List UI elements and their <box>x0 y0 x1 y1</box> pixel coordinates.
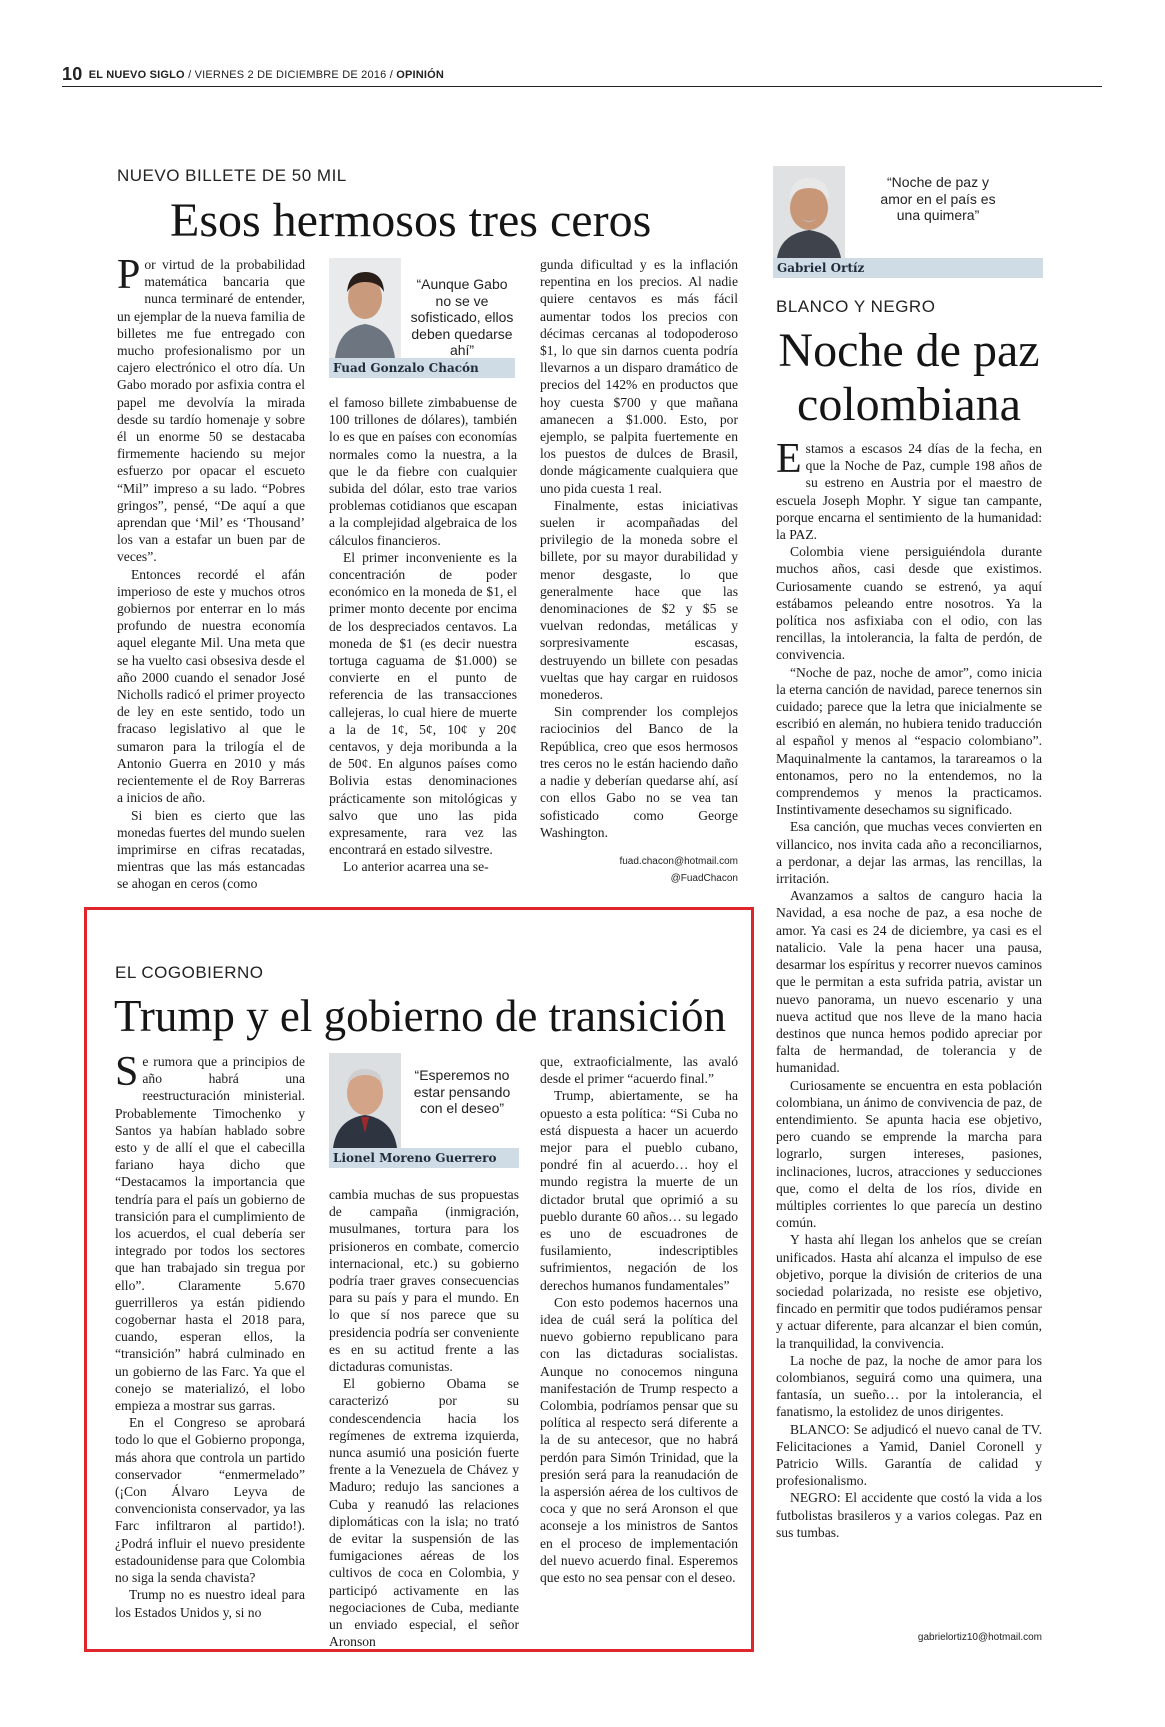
article3-kicker: EL COGOBIERNO <box>115 963 264 982</box>
article3-column-3 <box>540 1053 738 1631</box>
paragraph: Si bien es cierto que las monedas fuertes del mundo suelen imprimirse en cifras recatadas, mientras que las más estancadas se ahogan en ceros (como <box>117 807 305 892</box>
article3-author-box <box>329 1053 519 1171</box>
article2-headline <box>776 324 1042 432</box>
paragraph: Sin comprender los complejos raciocinios del Banco de la República, creo que esos hermosos tres ceros no le están haciendo daño a nadie y deberían quedarse ahí, así con ellos Gabo no se vea tan sofisticado como George Washington. <box>540 704 738 840</box>
article3-headline: Trump y el gobierno de transición <box>114 991 727 1041</box>
article2-author-box <box>773 166 1043 278</box>
paragraph: e rumora que a principios de año habrá una reestructuración ministerial. Probablemente Timochenko y Santos ya habían hablado sobre esto y de allí el que el cabecilla fariano haya dicho que “Destacamos la importancia que tendría para el país un gobierno de transición para el cumplimiento de los acuerdos, el cual debería ser integrado por todos los sectores que han trabajado sin tregua por ello”. Claramente 5.670 guerrilleros ya están pidiendo cogobernar hasta el 2018 para, cuando, esperan ellos, la “transición” habrá culminado en un gobierno de las Farc. Ya que el conejo se materializó, el lobo empieza a mostrar sus garras. <box>115 1054 305 1414</box>
masthead-rule <box>62 86 1102 87</box>
article1-pull-quote: “Aunque Gabo no se ve sofisticado, ellos deben quedarse ahí” <box>410 276 514 358</box>
paragraph: “Noche de paz, noche de amor”, como inicia la eterna canción de navidad, parece tenernos sin cuidado; parece que la letra que inicialmente se escribió en alemán, no hubiera tenido traducción al español y menos al “espacio colombiano”. Maquinalmente la cantamos, la tarareamos o la entonamos, pero no la entendemos, no la comprendemos y menos la practicamos. Instintivamente desechamos su significado. <box>776 664 1042 818</box>
masthead: 10 EL NUEVO SIGLO / VIERNES 2 DE DICIEMBRE DE 2016 / OPINIÓN <box>62 64 445 84</box>
article1-handle: @FuadChacon <box>670 873 738 884</box>
paragraph: Entonces recordé el afán imperioso de este y muchos otros gobiernos por enterrar en lo más profundo de nuestra economía aquel elegante Mil. Una meta que se ha vuelto casi obsesiva desde el año 2000 cuando el senador José Nicholls radicó el primer proyecto de ley en este sentido, todo un fracaso legislativo al que le sumaron para la trilogía el de Antonio Guerra en 2010 y más recientemente el de Roy Barreras a inicios de año. <box>117 566 305 806</box>
article1-email: fuad.chacon@hotmail.com <box>619 856 738 867</box>
article3-author-name: Lionel Moreno Guerrero <box>329 1148 519 1168</box>
article3-column-2 <box>329 1186 519 1650</box>
paragraph: Lo anterior acarrea una se- <box>343 859 489 875</box>
article2-kicker: BLANCO Y NEGRO <box>776 297 936 316</box>
article1-dropcap: P <box>117 252 141 298</box>
paragraph: La noche de paz, la noche de amor para los colombianos, seguirá como una quimera, una fantasía, un sueño… por la intolerancia, el fanatismo, la estolidez de unos dirigentes. <box>776 1352 1042 1420</box>
article1-author-name: Fuad Gonzalo Chacón <box>329 358 515 378</box>
paragraph: Curiosamente se encuentra en esta población colombiana, un ánimo de convivencia de paz, de entendimiento. Se apunta hacia ese objetivo, pero cuando se emprende la marcha para lograrlo, surgen intereses, pasiones, inclinaciones, lucros, atracciones y seducciones que, como el delta de los ríos, divide en múltiples corrientes lo que parecía un destino común. <box>776 1077 1042 1231</box>
paragraph: Colombia viene persiguiéndola durante muchos años, casi desde que existimos. Curiosamente cuando se estrenó, ya aquí estábamos peleando entre nosotros. Ya la política nos asfixiaba con el odio, con las rencillas, la intolerancia, la falta de perdón, de convivencia. <box>776 544 1042 663</box>
section-name: OPINIÓN <box>396 69 445 81</box>
article2-author-name: Gabriel Ortíz <box>773 258 1043 278</box>
paragraph: gunda dificultad y es la inflación repentina en los precios. Al nadie quiere centavos es más fácil aumentar todos los precios con décimas cercanas al todopoderoso $1, lo que sin darnos cuenta podría llevarnos a un disparo dramático de precios del 142% en productos que hoy cuesta $700 y que mañana amanecen a $1.000. Esto, por ejemplo, se palpita fuertemente en los puestos de dulces de Brasil, donde mágicamente cualquiera que uno pida cuesta 1 real. <box>540 257 738 496</box>
article2-dropcap: E <box>776 436 802 482</box>
paragraph: or virtud de la probabilidad matemática bancaria que nunca terminaré de entender, un ejemplar de la nueva familia de billetes me fue entregado con mucho profesionalismo por un cajero electrónico el otro día. Un Gabo morado por asfixia contra el papel me devolvía la mirada desde su tardío homenaje y sobre él un enorme 50 se destacaba firmemente haciendo su mejor esfuerzo por opacar el escueto “Mil” impreso a su lado. “Pobres gringos”, pensé, “De aquí a que aprendan que ‘Mil’ es ‘Thousand’ los van a estafar un buen par de veces”. <box>117 257 305 565</box>
paragraph: En el Congreso se aprobará todo lo que el Gobierno proponga, más ahora que controla un partido conservador “enmermelado” (¡Con Álvaro Leyva de convencionista conservador, ya las Farc infiltraron al partido!). ¿Podrá influir el nuevo presidente estadounidense para que Colombia no siga la senda chavista? <box>115 1415 305 1586</box>
paragraph: Trump no es nuestro ideal para los Estados Unidos y, si no <box>115 1587 305 1620</box>
article3-dropcap: S <box>115 1049 139 1095</box>
article3-pull-quote: “Esperemos no estar pensando con el deseo” <box>413 1067 511 1116</box>
paper-name: EL NUEVO SIGLO <box>88 69 185 81</box>
article2-pull-quote: “Noche de paz y amor en el país es una quimera” <box>880 174 996 223</box>
headline-line: colombiana <box>797 378 1021 431</box>
paragraph: que, extraoficialmente, las avaló desde el primer “acuerdo final.” <box>540 1054 738 1087</box>
paragraph: BLANCO: Se adjudicó el nuevo canal de TV. Felicitaciones a Yamid, Daniel Coronell y Patricio Wills. Garantía de calidad y profesionalismo. <box>776 1421 1042 1489</box>
issue-date: VIERNES 2 DE DICIEMBRE DE 2016 <box>194 69 387 81</box>
article3-column-1 <box>115 1049 305 1631</box>
paragraph: Finalmente, estas iniciativas suelen ir acompañadas del privilegio de la moneda sobre el billete, por su mayor durabilidad y menor desgaste, lo que generalmente hace que las denominaciones de $2 y $5 se vuelvan redondas, metálicas y sorpresivamente escasas, destruyendo un billete con pesadas vueltas que hay cargar en ruidosos monederos. <box>540 497 738 703</box>
article2-body <box>776 436 1042 1630</box>
article2-email: gabrielortiz10@hotmail.com <box>917 1632 1042 1643</box>
author-photo <box>773 166 845 258</box>
paragraph: NEGRO: El accidente que costó la vida a los futbolistas brasileros y a varios colegas. Paz en sus tumbas. <box>776 1490 1042 1540</box>
author-photo <box>329 258 401 358</box>
author-photo <box>329 1053 401 1148</box>
paragraph: Avanzamos a saltos de canguro hacia la Navidad, a esa noche de paz, a esa noche de amor. Ya casi es 24 de diciembre, ya casi es el natalicio. Vale la pena hacer una pausa, desarmar los espíritus y recorrer nuevos caminos que le permitan a esta sufrida patria, avistar un nuevo panorama, un nuevo escenario y una nueva actitud que nos lleve de la mano hacia destinos que nunca hemos podido apreciar por falta de hermandad, de tolerancia y de humanidad. <box>776 888 1042 1076</box>
paragraph: cambia muchas de sus propuestas de campaña (inmigración, musulmanes, tortura para los prisioneros en combate, comercio internacional, etc.) su gobierno podría traer graves consecuencias para su país y para el mundo. En lo que sí nos parece que su presidencia podría ser conveniente es en su actitud frente a las dictaduras comunistas. <box>329 1187 519 1375</box>
article1-column-1 <box>117 252 305 892</box>
paragraph: Con esto podemos hacernos una idea de cuál será la política del nuevo gobierno republicano para con las dictaduras socialistas. Aunque no conocemos ninguna manifestación de Trump respecto a Colombia, podríamos pensar que su política al respecto será diferente a la de su antecesor, que no habrá perdón para Simón Trinidad, que la presión será para la reanudación de la aspersión aérea de los cultivos de coca y que no será Aronson el que aconseje a los ministros de Santos en el proceso de implementación del nuevo acuerdo final. Esperemos que esto no sea pensar con el deseo. <box>540 1294 738 1586</box>
article1-headline: Esos hermosos tres ceros <box>170 194 652 247</box>
page-number: 10 <box>62 64 83 84</box>
paragraph: Y hasta ahí llegan los anhelos que se creían unificados. Hasta ahí alcanza el impulso de ese objetivo, porque la división de criterios de una sociedad polarizada, no resiste ese objetivo, fincado en permitir que todos pudiéramos pensar y actuar diferente, para alcanzar el bien común, la tranquilidad, la convivencia. <box>776 1232 1042 1351</box>
paragraph: el famoso billete zimbabuense de 100 trillones de dólares), también lo es que en países con economías normales como la nuestra, a la que le da fiebre con cualquier subida del dólar, esto trae varios problemas cotidianos que escapan a la complejidad algebraica de los cálculos financieros. <box>329 395 517 548</box>
article1-column-3 <box>540 256 738 840</box>
paragraph: Esa canción, que muchas veces convierten en villancico, nos invita cada año a reconciliarnos, a perdonar, a dejar las armas, las rencillas, la irritación. <box>776 819 1042 887</box>
paragraph: stamos a escasos 24 días de la fecha, en que la Noche de Paz, cumple 198 años de su estreno en Austria por el maestro de escuela Joseph Mophr. Y sigue tan campante, porque encarna el sentimiento de la humanidad: la PAZ. <box>776 441 1042 543</box>
paragraph: El primer inconveniente es la concentración de poder económico en la moneda de $1, el primer monto decente por encima de los despreciados centavos. La moneda de $1 (es decir nuestra tortuga caguama de $1.000) se convierte en el punto de referencia de las transacciones callejeras, lo cual hiere de muerte a la de 1¢, 5¢, 10¢ y 20¢ centavos, y deja moribunda a la de 50¢. En algunos países como Bolivia estas denominaciones prácticamente son mitológicas y salvo que uno las pida expresamente, rara vez las encontrará en estado silvestre. <box>329 549 517 858</box>
headline-line: Noche de paz <box>778 324 1040 377</box>
article1-column-2 <box>329 394 517 892</box>
article1-author-box <box>329 258 515 378</box>
paragraph: Trump, abiertamente, se ha opuesto a esta política: “Si Cuba no está dispuesta a hacer un acuerdo mejor para el pueblo cubano, pondré fin al acuerdo… hoy el mundo registra la muerte de un dictador brutal que oprimió a su pueblo durante 60 años… su legado es uno de escuadrones de fusilamiento, indescriptibles sufrimientos, negación de los derechos humanos fundamentales” <box>540 1088 738 1293</box>
paragraph: El gobierno Obama se caracterizó por su condescendencia hacia los regímenes de extrema izquierda, nunca asumió una posición fuerte frente a la Venezuela de Chávez y Maduro; redujo las sanciones a Cuba y reanudó las relaciones diplomáticas con la isla; no trató de evitar la suspensión de las fumigaciones aéreas de los cultivos de coca en Colombia, y participó activamente en las negociaciones de Cuba, mediante un enviado especial, el señor Aronson <box>329 1376 519 1650</box>
article1-kicker: NUEVO BILLETE DE 50 MIL <box>117 166 347 185</box>
